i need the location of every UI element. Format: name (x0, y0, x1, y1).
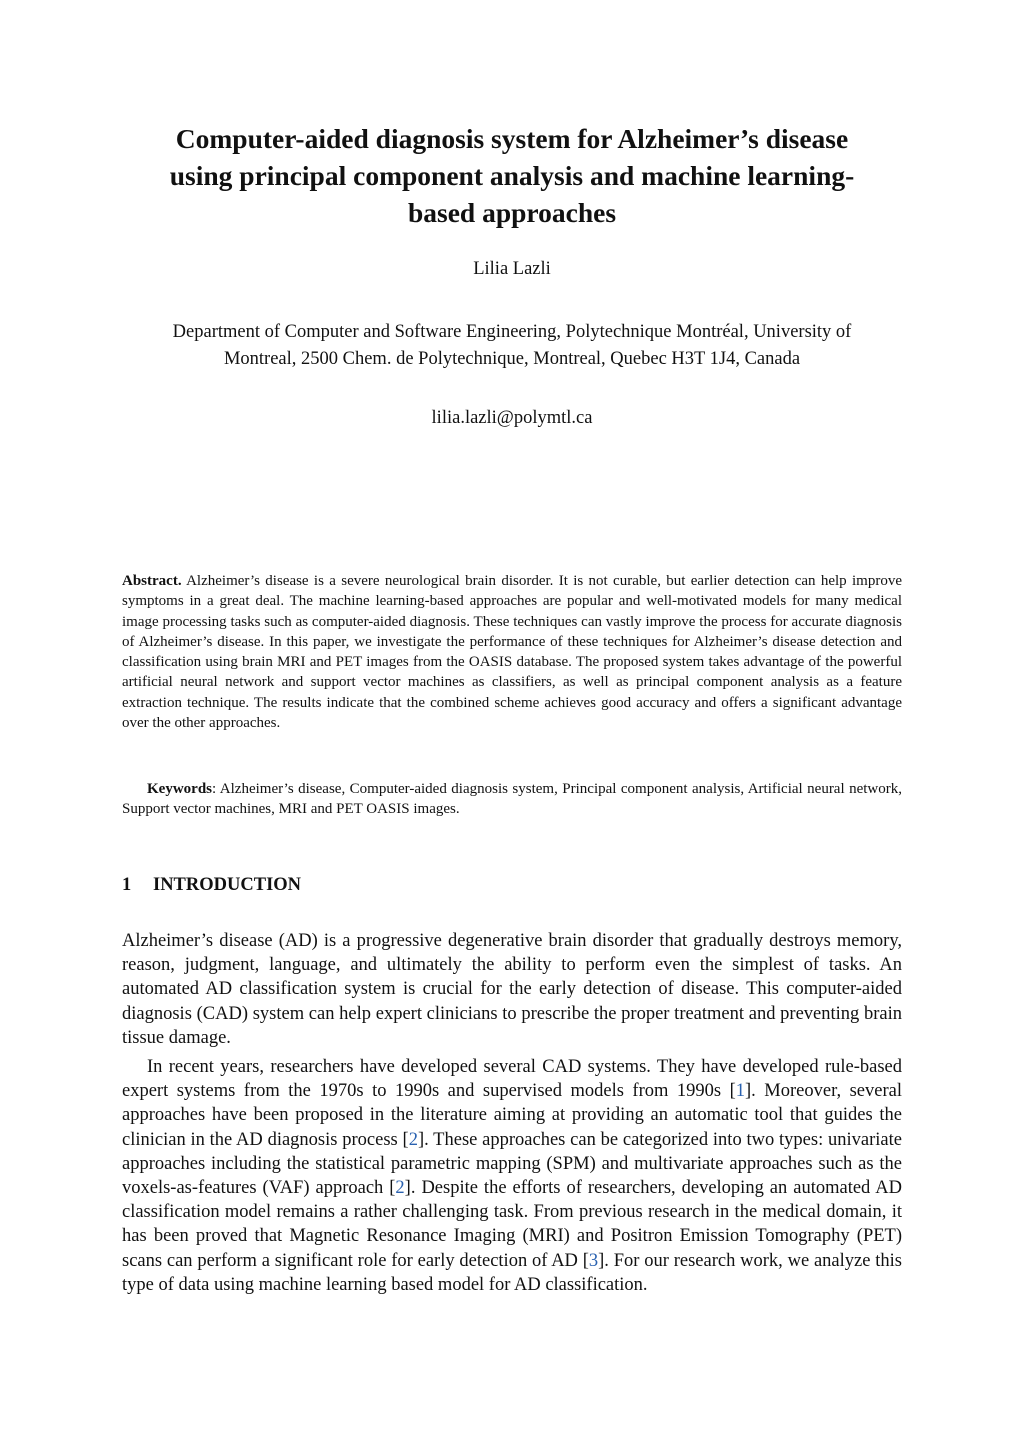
section-number: 1 (122, 875, 132, 895)
section-title: INTRODUCTION (153, 875, 302, 895)
title-line: using principal component analysis and machine learning- (169, 160, 855, 191)
paragraph-text: ]. These approaches can be categorized into two types: univariate approaches including the statistical parametric mapping (SPM) and multivariate approaches such as the voxels-as-features (VAF) approach [ (122, 1129, 902, 1199)
keywords (122, 779, 902, 820)
paragraph-text: ]. Moreover, several approaches have been proposed in the literature aiming at providing an automatic tool that guides the clinician in the AD diagnosis process [ (122, 1081, 902, 1150)
abstract (122, 571, 902, 733)
paragraph-text: ]. For our research work, we analyze this type of data using machine learning based model for AD classification. (122, 1250, 902, 1295)
paragraph-text: In recent years, researchers have developed several CAD systems. They have developed rule-based expert systems from the 1970s to 1990s and supervised models from 1990s [ (122, 1057, 902, 1102)
citation-link[interactable]: 2 (395, 1178, 405, 1199)
author-name: Lilia Lazli (473, 259, 551, 279)
keywords-text: : Alzheimer’s disease, Computer-aided diagnosis system, Principal component analysis, Artificial neural network, Support vector machines, MRI and PET OASIS images. (122, 781, 902, 818)
paragraph-text: ]. Despite the efforts of researchers, developing an automated AD classification model remains a rather challenging task. From previous research in the medical domain, it has been proved that Magnetic Resonance Imaging (MRI) and Positron Emission Tomography (PET) scans can perform a significant role for early detection of AD [ (122, 1178, 902, 1271)
intro-paragraph-2 (122, 1055, 902, 1297)
citation-link[interactable]: 1 (735, 1081, 745, 1102)
title-line: Computer-aided diagnosis system for Alzheimer’s disease (175, 123, 849, 154)
citation-link[interactable]: 2 (408, 1129, 418, 1150)
title-line: based approaches (407, 197, 617, 228)
affiliation-line: Department of Computer and Software Engineering, Polytechnique Montréal, University of (172, 322, 852, 342)
citation-link[interactable]: 3 (588, 1250, 599, 1271)
author-email: lilia.lazli@polymtl.ca (431, 408, 593, 428)
intro-paragraph-1: Alzheimer’s disease (AD) is a progressive degenerative brain disorder that gradually destroys memory, reason, judgment, language, and ultimately the ability to perform even the simplest of tasks. An automated AD classification system is crucial for the early detection of disease. This computer-aided diagnosis (CAD) system can help expert clinicians to prescribe the proper treatment and preventing brain tissue damage. (122, 931, 902, 1048)
abstract-text: Alzheimer’s disease is a severe neurological brain disorder. It is not curable, but earlier detection can help improve symptoms in a great deal. The machine learning-based approaches are popular and well-motivated models for many medical image processing tasks such as computer-aided diagnosis. These techniques can vastly improve the process for accurate diagnosis of Alzheimer’s disease. In this paper, we investigate the performance of these techniques for Alzheimer’s disease detection and classification using brain MRI and PET images from the OASIS database. The proposed system takes advantage of the powerful artificial neural network and support vector machines as classifiers, as well as principal component analysis as a feature extraction technique. The results indicate that the combined scheme achieves good accuracy and offers a significant advantage over the other approaches. (122, 573, 902, 732)
author-affiliation (120, 319, 904, 373)
abstract-label: Abstract. (122, 573, 182, 589)
paper-title (120, 120, 904, 231)
affiliation-line: Montreal, 2500 Chem. de Polytechnique, Montreal, Quebec H3T 1J4, Canada (223, 349, 801, 369)
keywords-label: Keywords (147, 781, 212, 797)
section-heading-introduction (122, 872, 902, 898)
